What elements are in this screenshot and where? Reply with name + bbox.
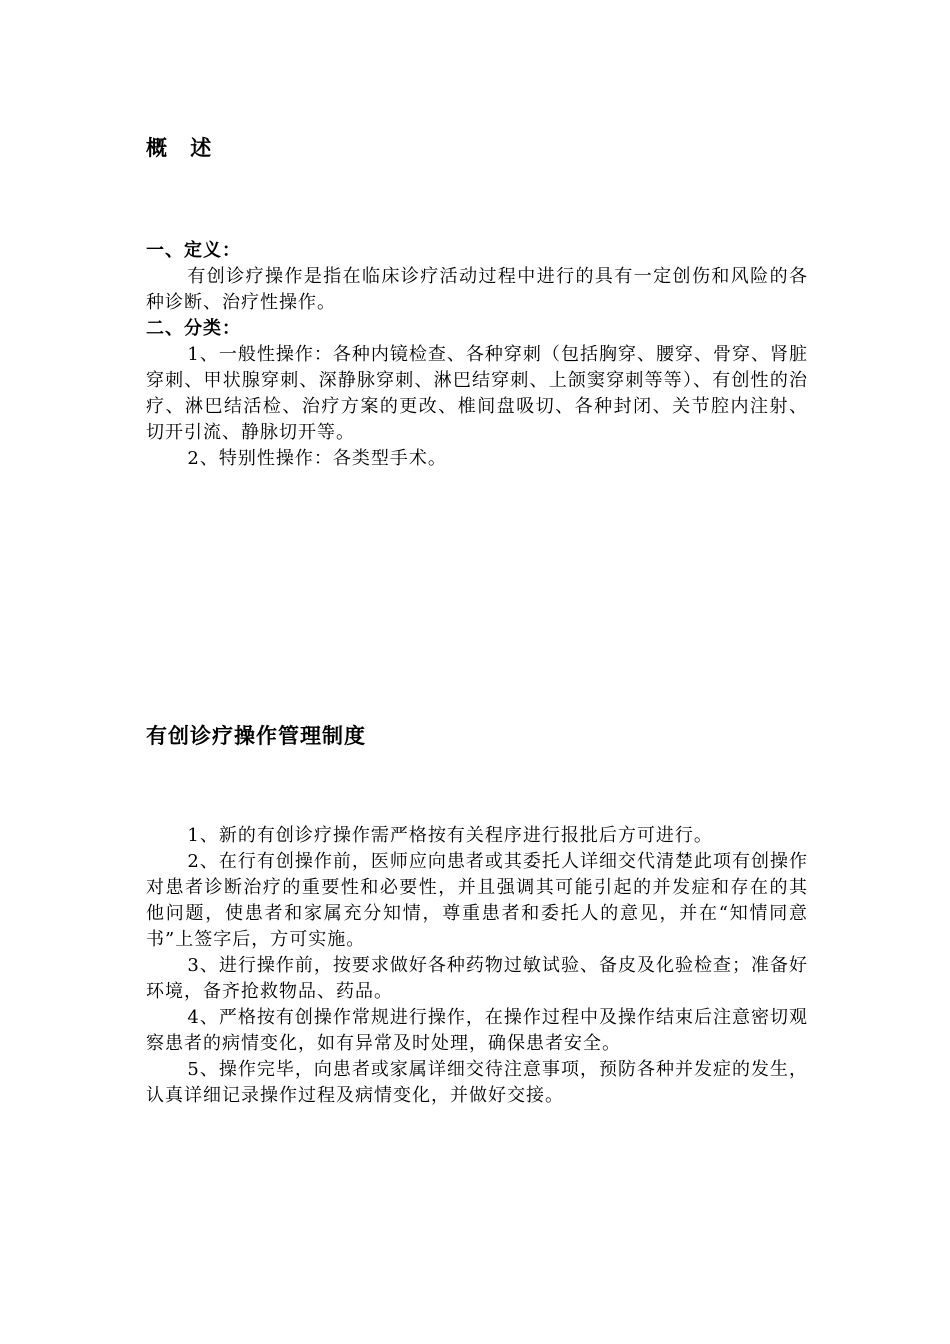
overview-section: [146, 238, 808, 472]
category-heading: 二、分类：: [146, 318, 241, 339]
system-item-1: 1、新的有创诊疗操作需严格按有关程序进行报批后方可进行。: [187, 825, 713, 846]
overview-title: 概 述: [146, 136, 220, 160]
definition-text: 有创诊疗操作是指在临床诊疗活动过程中进行的具有一定创伤和风险的各种诊断、治疗性操作。: [146, 266, 808, 313]
system-item-2: 2、在行有创操作前，医师应向患者或其委托人详细交代清楚此项有创操作对患者诊断治疗的重要性和必要性，并且强调其可能引起的并发症和存在的其他问题，使患者和家属充分知情，尊重患者和委托人的意见，并在“知情同意书”上签字后，方可实施。: [146, 851, 808, 950]
system-item-5: 5、操作完毕，向患者或家属详细交待注意事项，预防各种并发症的发生，认真详细记录操作过程及病情变化，并做好交接。: [146, 1059, 808, 1106]
category-item-1: 1、一般性操作：各种内镜检查、各种穿刺（包括胸穿、腰穿、骨穿、肾脏穿刺、甲状腺穿刺、深静脉穿刺、淋巴结穿刺、上颌窦穿刺等等）、有创性的治疗、淋巴结活检、治疗方案的更改、椎间盘吸切、各种封闭、关节腔内注射、切开引流、静脉切开等。: [146, 344, 808, 443]
system-title: 有创诊疗操作管理制度: [146, 724, 366, 748]
system-section: [146, 823, 808, 1109]
system-item-4: 4、严格按有创操作常规进行操作，在操作过程中及操作结束后注意密切观察患者的病情变化，如有异常及时处理，确保患者安全。: [146, 1007, 808, 1054]
category-item-2: 2、特别性操作：各类型手术。: [187, 448, 447, 469]
definition-heading: 一、定义：: [146, 240, 241, 261]
system-item-3: 3、进行操作前，按要求做好各种药物过敏试验、备皮及化验检查；准备好环境，备齐抢救物品、药品。: [146, 955, 808, 1002]
